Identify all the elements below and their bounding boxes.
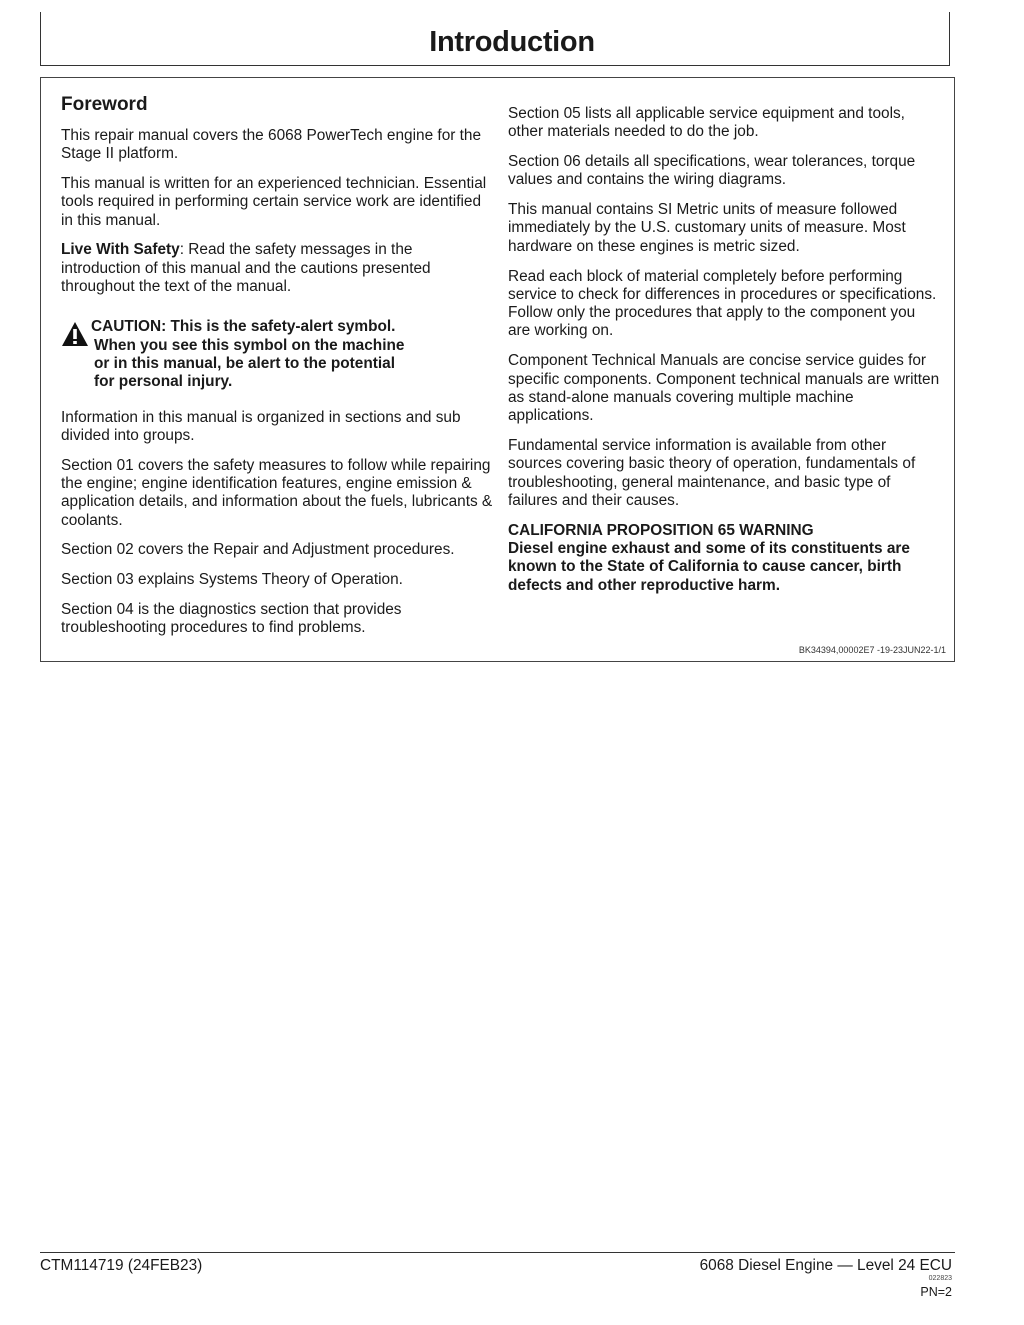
paragraph: Section 01 covers the safety measures to follow while repairing the engine; engine identification features, engine emission & application details, and information about the fuels, lubricants & coolants. — [61, 456, 493, 529]
left-column — [61, 94, 493, 649]
document-reference: BK34394,00002E7 -19-23JUN22-1/1 — [798, 645, 946, 655]
footer-code: 022823 — [928, 1275, 952, 1282]
paragraph: Section 03 explains Systems Theory of Operation. — [61, 571, 403, 589]
prop65-warning — [508, 522, 940, 595]
paragraph: This repair manual covers the 6068 PowerTech engine for the Stage II platform. — [61, 127, 482, 163]
footer-rule — [40, 1252, 955, 1253]
live-with-safety-paragraph — [61, 241, 493, 296]
paragraph: Fundamental service information is available from other sources covering basic theory of operation, fundamentals of troubleshooting, general maintenance, and basic type of failures and their causes. — [508, 436, 916, 509]
paragraph: This manual contains SI Metric units of measure followed immediately by the U.S. customary units of measure. Most hardware on these engines is metric sized. — [508, 201, 906, 255]
footer-manual-title: 6068 Diesel Engine — Level 24 ECU — [699, 1257, 952, 1274]
live-with-safety-text: : Read the safety messages in the introduction of this manual and the cautions presented throughout the text of the manual. — [61, 241, 431, 296]
paragraph: Section 06 details all specifications, wear tolerances, torque values and contains the wiring diagrams. — [508, 153, 916, 189]
paragraph: Section 04 is the diagnostics section that provides troubleshooting procedures to find problems. — [61, 600, 402, 637]
page-number: PN=2 — [920, 1285, 952, 1299]
caution-line: When you see this symbol on the machine — [94, 336, 405, 354]
paragraph: Information in this manual is organized in sections and sub divided into groups. — [61, 408, 461, 444]
right-column — [508, 105, 940, 606]
caution-line: CAUTION: This is the safety-alert symbol. — [91, 318, 396, 336]
safety-alert-icon — [61, 321, 89, 347]
paragraph: Section 02 covers the Repair and Adjustment procedures. — [61, 541, 455, 559]
page-title: Introduction — [429, 26, 595, 58]
section-heading: Foreword — [61, 94, 148, 115]
live-with-safety-label: Live With Safety — [61, 241, 180, 259]
prop65-text: Diesel engine exhaust and some of its constituents are known to the State of California to cause cancer, birth defects and other reproductive harm. — [508, 539, 910, 594]
paragraph: Section 05 lists all applicable service equipment and tools, other materials needed to do the job. — [508, 105, 905, 141]
paragraph: Component Technical Manuals are concise service guides for specific components. Component technical manuals are written as stand-alone manuals covering multiple machine applications. — [508, 352, 940, 425]
paragraph: Read each block of material completely before performing service to check for differences in procedures or specifications. Follow only the procedures that apply to the component you are working on. — [508, 267, 937, 340]
prop65-title: CALIFORNIA PROPOSITION 65 WARNING — [508, 521, 814, 539]
footer-manual-id: CTM114719 (24FEB23) — [40, 1257, 203, 1274]
content-frame — [40, 77, 955, 662]
caution-line: or in this manual, be alert to the potential — [94, 354, 396, 372]
caution-line: for personal injury. — [94, 373, 233, 391]
paragraph: This manual is written for an experienced technician. Essential tools required in performing certain service work are identified in this manual. — [61, 175, 487, 229]
caution-block — [61, 318, 493, 391]
